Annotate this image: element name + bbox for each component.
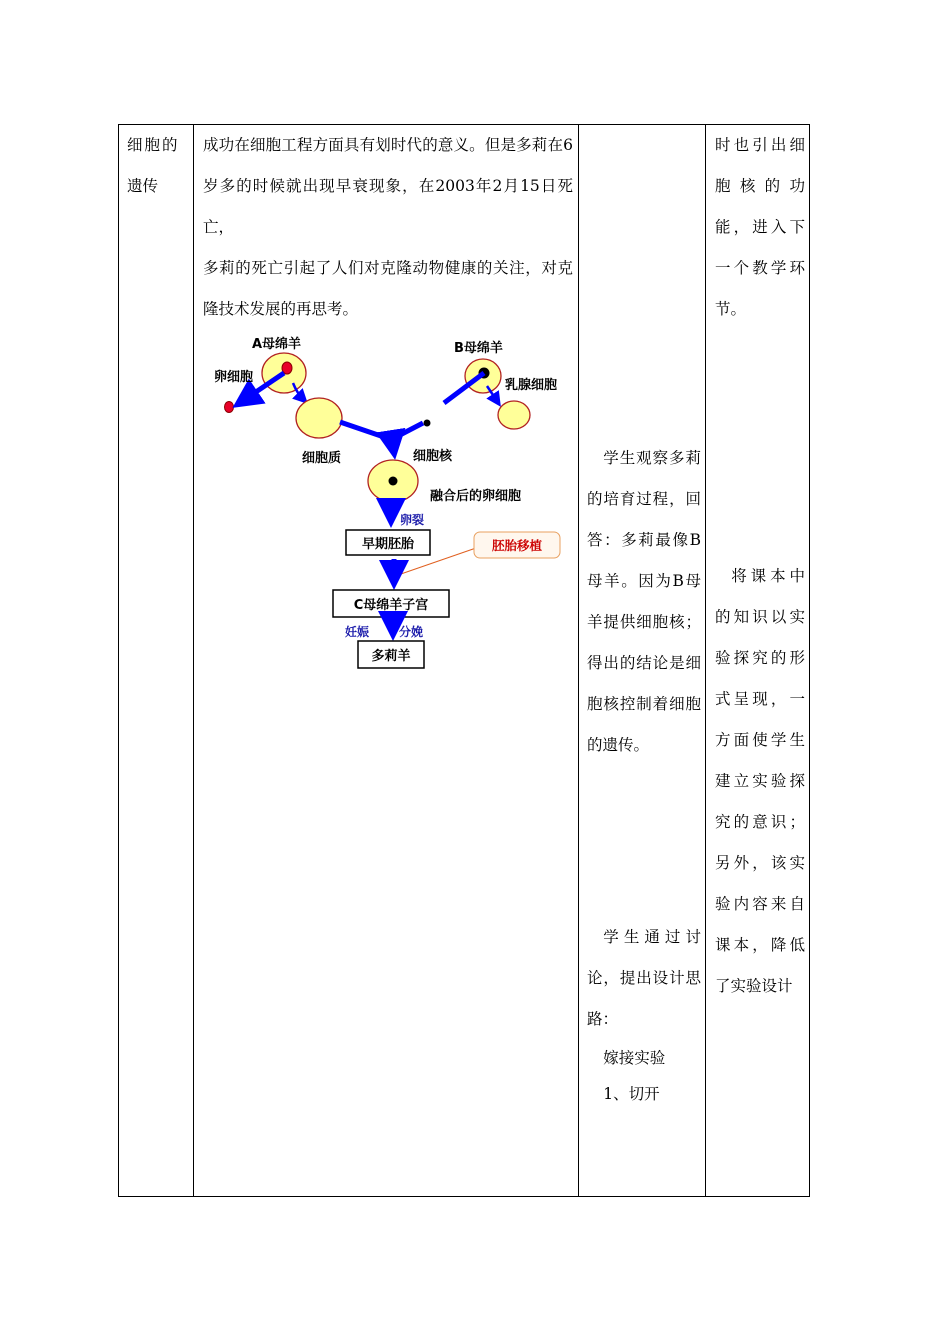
activity-line: 1、切开 [603, 1085, 660, 1103]
mammary-cell-label: 乳腺细胞 [505, 378, 558, 393]
a-nucleus [282, 362, 292, 374]
design-intent-cell [715, 125, 805, 1007]
cleavage-label: 卵裂 [400, 513, 425, 527]
intent-paragraph: 将课本中的知识以实验探究的形式呈现，一方面使学生建立实验探究的意识；另外，该实验内容来自课本，降低了实验设计 [715, 567, 805, 995]
fused-egg-label: 融合后的卵细胞 [430, 489, 522, 504]
dolly-label: 多莉羊 [371, 649, 411, 664]
activity-paragraph: 学生通过讨论，提出设计思路： [587, 928, 701, 1028]
cytoplasm-cell [296, 398, 342, 438]
student-activity-cell [587, 125, 701, 1112]
column-divider [578, 125, 579, 1196]
a-sheep-label: A母绵羊 [252, 337, 302, 352]
content-paragraph: 多莉的死亡引起了人们对克隆动物健康的关注，对克隆技术发展的再思考。 [203, 259, 573, 318]
merge-down-arrow [391, 433, 393, 446]
fused-nucleus [389, 477, 398, 486]
topic-line: 遗传 [127, 177, 159, 195]
cytoplasm-label: 细胞质 [302, 451, 342, 466]
topic-line: 细胞的 [127, 136, 180, 154]
early-embryo-label: 早期胚胎 [361, 537, 415, 552]
embryo-transfer-label: 胚胎移植 [491, 538, 543, 553]
extracted-nucleus [424, 420, 431, 427]
activity-line: 嫁接实验 [603, 1049, 666, 1067]
nucleus-label: 细胞核 [413, 449, 453, 464]
removed-nucleus [225, 402, 234, 413]
content-paragraph: 成功在细胞工程方面具有划时代的意义。但是多莉在6岁多的时候就出现早衰现象，在2003年2月15日死亡， [203, 136, 573, 236]
cytoplasm-merge-arrow [340, 422, 381, 436]
c-uterus-label: C母绵羊子宫 [353, 598, 429, 613]
content-cell [203, 125, 573, 330]
topic-cell [127, 125, 193, 207]
intent-paragraph: 时也引出细胞核的功能，进入下一个教学环节。 [715, 136, 805, 318]
b-sheep-label: B母绵羊 [454, 341, 503, 356]
column-divider [705, 125, 706, 1196]
nucleus-merge-arrow [398, 423, 423, 436]
column-divider [193, 125, 194, 1196]
delivery-label: 分娩 [399, 625, 424, 639]
egg-cell-label: 卵细胞 [214, 370, 254, 385]
pregnancy-label: 妊娠 [345, 625, 370, 639]
mammary-cell-copy [498, 401, 530, 429]
cloning-diagram [200, 325, 570, 680]
activity-paragraph: 学生观察多莉的培育过程，回答：多莉最像B母羊。因为B母羊提供细胞核；得出的结论是细胞核控制着细胞的遗传。 [587, 449, 701, 754]
